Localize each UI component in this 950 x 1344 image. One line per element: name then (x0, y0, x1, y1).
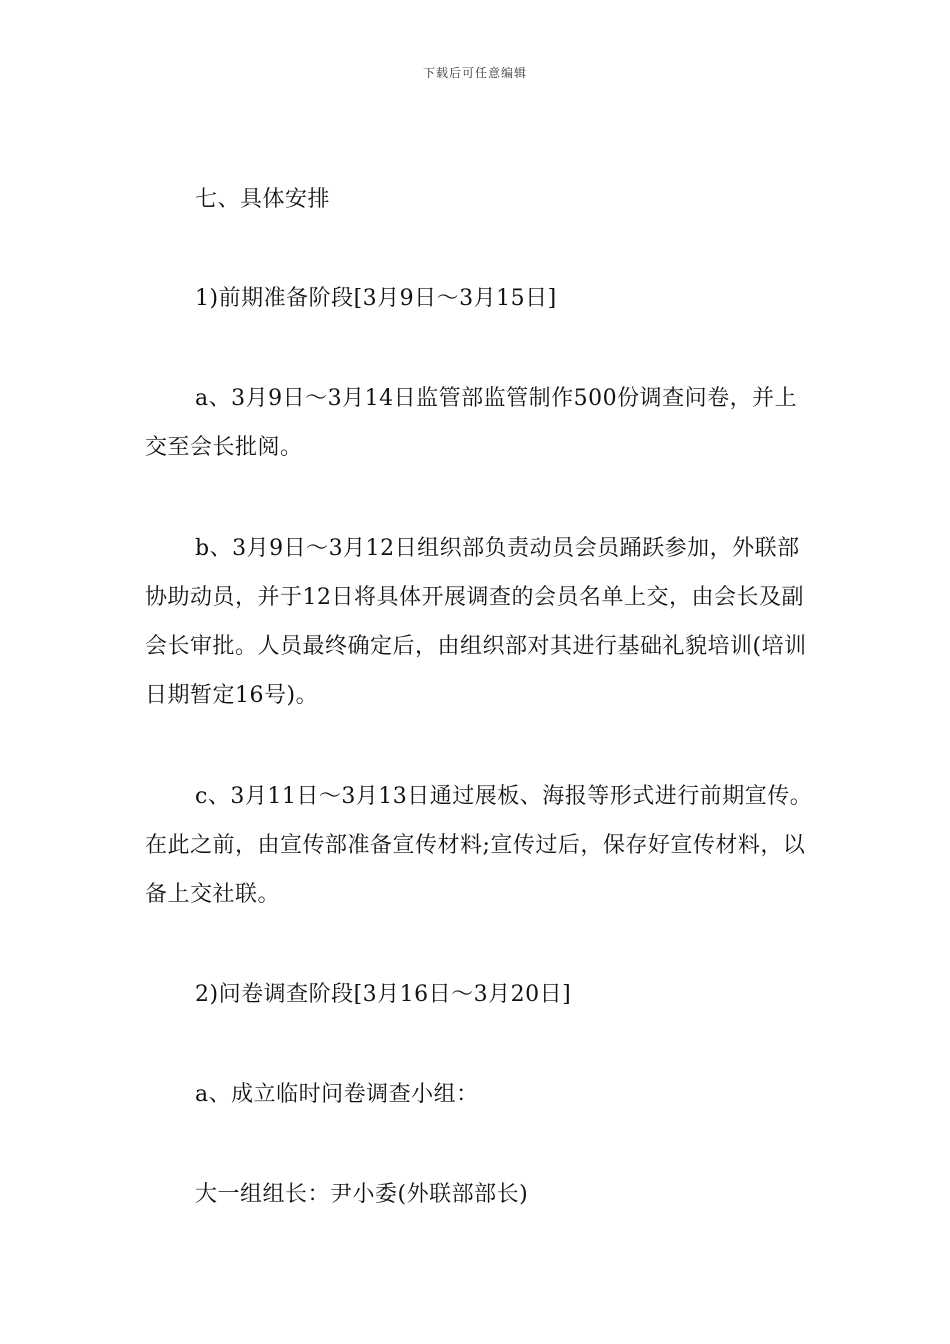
paragraph-item-a: a、3月9日～3月14日监管部监管制作500份调查问卷，并上交至会长批阅。 (145, 386, 798, 460)
paragraph-survey-item-a: a、成立临时问卷调查小组： (195, 1082, 479, 1107)
paragraph-group-leader: 大一组组长：尹小委(外联部部长) (195, 1182, 529, 1207)
paragraph-item-c: c、3月11日～3月13日通过展板、海报等形式进行前期宣传。在此之前，由宣传部准备宣传材料;宣传过后，保存好宣传材料，以备上交社联。 (145, 784, 813, 907)
paragraph-item-b: b、3月9日～3月12日组织部负责动员会员踊跃参加，外联部协助动员，并于12日将具体开展调查的会员名单上交，由会长及副会长审批。人员最终确定后，由组织部对其进行基础礼貌培训(培训日期暂定16号)。 (145, 536, 807, 708)
phase-heading-survey: 2)问卷调查阶段[3月16日～3月20日] (195, 982, 572, 1007)
section-heading: 七、具体安排 (195, 187, 331, 212)
page-header: 下载后可任意编辑 (422, 66, 527, 80)
phase-heading-preparation: 1)前期准备阶段[3月9日～3月15日] (195, 286, 557, 311)
